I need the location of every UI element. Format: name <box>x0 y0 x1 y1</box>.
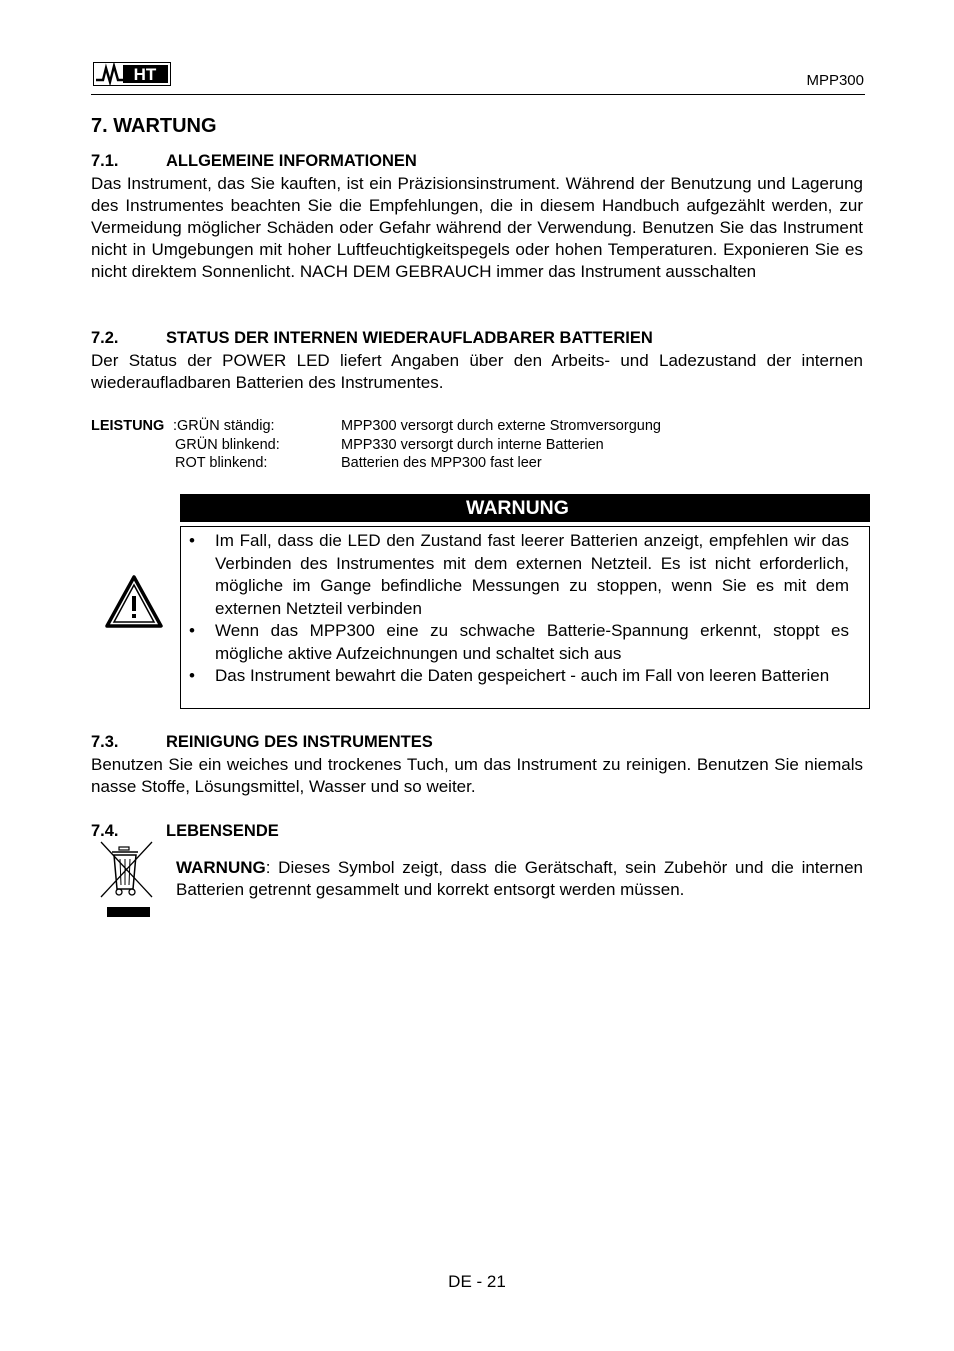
status-label: LEISTUNG <box>91 418 165 434</box>
heading-number: 7.3. <box>91 733 119 751</box>
status-state: :GRÜN ständig: <box>173 418 275 434</box>
paragraph-general-info: Das Instrument, das Sie kauften, ist ein Präzisionsinstrument. Während der Benutzung und Lagerung des Instrumentes beachten Sie die Empfehlungen, die in diesem Handbuch aufgezählt werden, zur Vermeidung möglicher Schäden oder Gefahr während der Verwendung. Benutzen Sie das Instrument nicht in Umgebungen mit hoher Luftfeuchtigkeitspegels oder hohen Temperaturen. Exponieren Sie es nicht direktem Sonnenlicht. NACH DEM GEBRAUCH immer das Instrument ausschalten <box>91 174 863 281</box>
warning-item: • Das Instrument bewahrt die Daten gespeichert - auch im Fall von leeren Batterien <box>181 665 869 688</box>
model-name: MPP300 <box>806 72 864 89</box>
warning-item: • Im Fall, dass die LED den Zustand fast leerer Batterien anzeigt, empfehlen wir das Verbinden des Instrumentes mit dem externen Netzteil. Es ist nicht erforderlich, mögliche im Gange befindliche Messungen zu stoppen, wenn Sie es mit dem externen Netzteil verbinden <box>181 530 869 620</box>
heading-7-2 <box>91 329 653 348</box>
warning-box <box>180 526 870 709</box>
heading-text: STATUS DER INTERNEN WIEDERAUFLADBARER BATTERIEN <box>166 329 653 347</box>
section-title: 7. WARTUNG <box>91 115 217 137</box>
heading-7-3 <box>91 733 433 752</box>
paragraph-battery-status: Der Status der POWER LED liefert Angaben über den Arbeits- und Ladezustand der internen wiederaufladbaren Batterien des Instrumentes. <box>91 351 863 392</box>
heading-text: LEBENSENDE <box>166 822 279 840</box>
heading-number: 7.4. <box>91 822 119 840</box>
heading-7-1 <box>91 152 417 171</box>
ht-logo-icon <box>93 62 171 86</box>
status-desc: MPP330 versorgt durch interne Batterien <box>341 436 604 453</box>
paragraph-end-of-life <box>176 857 863 901</box>
page-number: DE - 21 <box>448 1272 506 1291</box>
warning-triangle-icon <box>104 574 164 630</box>
status-state: ROT blinkend: <box>175 455 268 471</box>
logo-text: HT <box>133 65 157 84</box>
warning-list <box>181 530 869 688</box>
header-rule <box>91 94 865 95</box>
heading-text: ALLGEMEINE INFORMATIONEN <box>166 152 417 170</box>
warning-text: : Dieses Symbol zeigt, dass die Gerätschaft, sein Zubehör und die internen Batterien getrennt gesammelt und korrekt entsorgt werden müssen. <box>176 858 863 899</box>
status-desc: Batterien des MPP300 fast leer <box>341 455 542 471</box>
warning-item: • Wenn das MPP300 eine zu schwache Batterie-Spannung erkennt, stoppt es mögliche aktive Aufzeichnungen und schaltet sich aus <box>181 620 869 665</box>
heading-number: 7.2. <box>91 329 119 347</box>
warning-title: WARNUNG <box>180 494 870 522</box>
heading-number: 7.1. <box>91 152 119 170</box>
heading-text: REINIGUNG DES INSTRUMENTES <box>166 733 433 751</box>
status-desc: MPP300 versorgt durch externe Stromversorgung <box>341 418 661 434</box>
warning-label: WARNUNG <box>176 858 266 877</box>
paragraph-cleaning: Benutzen Sie ein weiches und trockenes Tuch, um das Instrument zu reinigen. Benutzen Sie niemals nasse Stoffe, Lösungsmittel, Wasser und so weiter. <box>91 755 863 796</box>
heading-7-4 <box>91 822 279 841</box>
weee-bin-icon <box>100 841 154 919</box>
status-state: GRÜN blinkend: <box>175 436 280 453</box>
